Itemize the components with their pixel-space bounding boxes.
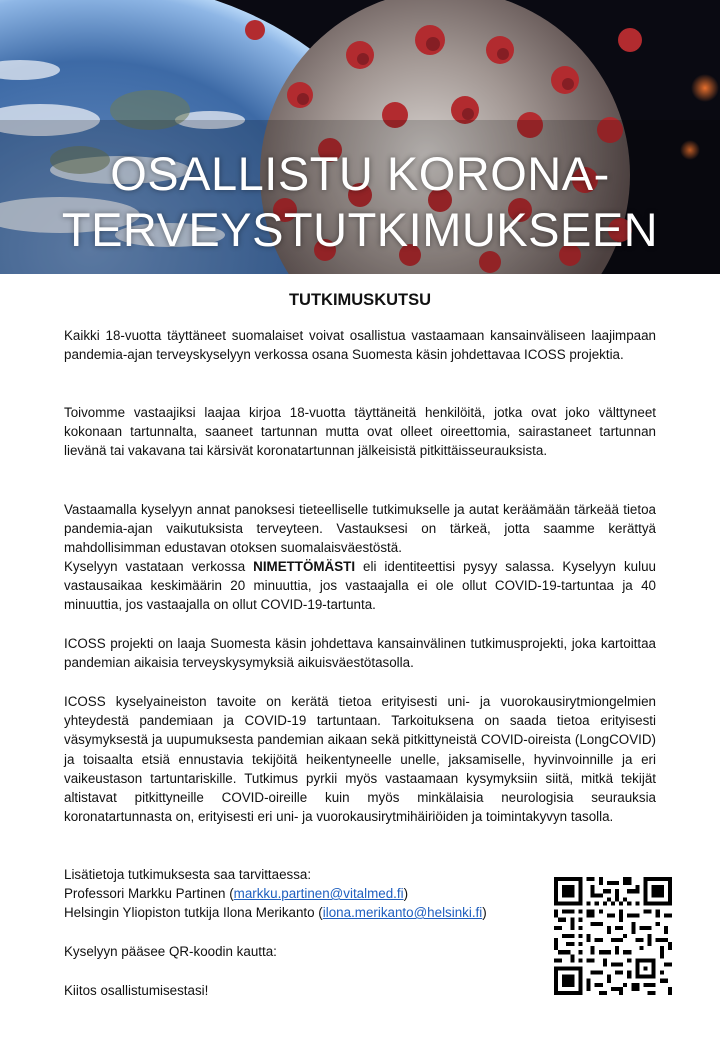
paragraph-project: ICOSS projekti on laaja Suomesta käsin johdettava kansainvälinen tutkimusprojekti, joka kartoittaa pandemian aikaisia terveyskysymyksiä aikuisväestötasolla. — [64, 636, 656, 671]
contact-intro: Lisätietoja tutkimuksesta saa tarvittaessa: — [64, 867, 312, 882]
contact-partinen-label: Professori Markku Partinen ( — [64, 886, 234, 901]
paragraph-respondents: Toivomme vastaajiksi laajaa kirjoa 18-vuotta täyttäneitä henkilöitä, jotka ovat joko välttyneet kokonaan tartunnalta, saaneet tartunnan mutta ovat olleet oireettomia, sairastaneet tartunnan lievänä tai vakavana tai kärsivät koronatartunnan jälkeisistä pitkittäisseurauksista. — [64, 405, 656, 459]
qr-code-icon[interactable] — [554, 877, 672, 995]
paragraph-contribution: Vastaamalla kyselyyn annat panoksesi tieteelliselle tutkimukselle ja autat keräämään tärkeää tietoa pandemia-ajan vaikutuksista terveyteen. Vastauksesi on tärkeä, jotta saamme kerättyä mahdollisimman edustavan otoksen suomalaisväestöstä. — [64, 502, 656, 556]
anonymity-text-end: eli identiteettisi pysyy salassa. Kyselyyn kuluu vastausaikaa keskimäärin 20 minuuttia, jos vastaajalla ei ole ollut COVID-19-tartuntaa ja 40 minuuttia, jos vastaajalla on ollut COVID-19-tartunta. — [64, 559, 656, 613]
thank-you-text: Kiitos osallistumisestasi! — [64, 983, 209, 998]
paragraph-invitation: Kaikki 18-vuotta täyttäneet suomalaiset voivat osallistua vastaamaan kansainväliseen laajimpaan pandemia-ajan terveyskyselyyn verkossa osana Suomesta käsin johdettavaa ICOSS projektia. — [64, 328, 656, 363]
paragraph-anonymity — [64, 557, 656, 615]
hero-title — [0, 146, 720, 258]
contact-partinen-close: ) — [403, 886, 409, 901]
hero-title-line-2: TERVEYSTUTKIMUKSEEN — [61, 203, 659, 256]
contact-merikanto-label: Helsingin Yliopiston tutkija Ilona Merikanto ( — [64, 905, 323, 920]
contact-merikanto — [64, 903, 487, 922]
email-link-partinen[interactable]: markku.partinen@vitalmed.fi — [233, 886, 404, 901]
hero-banner — [0, 0, 720, 274]
contact-merikanto-close: ) — [482, 905, 487, 920]
email-link-merikanto[interactable]: ilona.merikanto@helsinki.fi — [322, 905, 483, 920]
anonymity-bold: NIMETTÖMÄSTI — [253, 559, 356, 574]
qr-code-graphic — [554, 877, 672, 995]
paragraph-goals: ICOSS kyselyaineiston tavoite on kerätä tietoa erityisesti uni- ja vuorokausirytmiongelmien yhteydestä pandemiaan ja COVID-19 tartuntaan. Tarkoituksena on saada tietoa erityisesti väsymyksestä ja uupumuksesta pandemian aikaan sekä pitkittyneistä COVID-oireista (LongCOVID) ja toisaalta etsiä ennustavia tekijöitä heikentyneelle unelle, jaksamiselle, hyvinvoinnille ja eri vaikeustason tartuntariskille. Tutkimus pyrkii myös vastaamaan kysymyksiin siitä, mitkä tekijät altistavat pitkittyneille COVID-oireille kuin myös minkälaisia neurologisia seurauksia koronatartunnasta on, erityisesti eri uni- ja vuorokausirytmihäiriöiden ja toimintakyvyn tasolla. — [64, 694, 656, 825]
page-heading: TUTKIMUSKUTSU — [288, 291, 432, 309]
qr-instruction: Kyselyyn pääsee QR-koodin kautta: — [64, 944, 277, 959]
contact-partinen — [64, 884, 408, 903]
hero-title-line-1: OSALLISTU KORONA- — [110, 147, 610, 200]
anonymity-text-start: Kyselyyn vastataan verkossa — [64, 559, 254, 574]
